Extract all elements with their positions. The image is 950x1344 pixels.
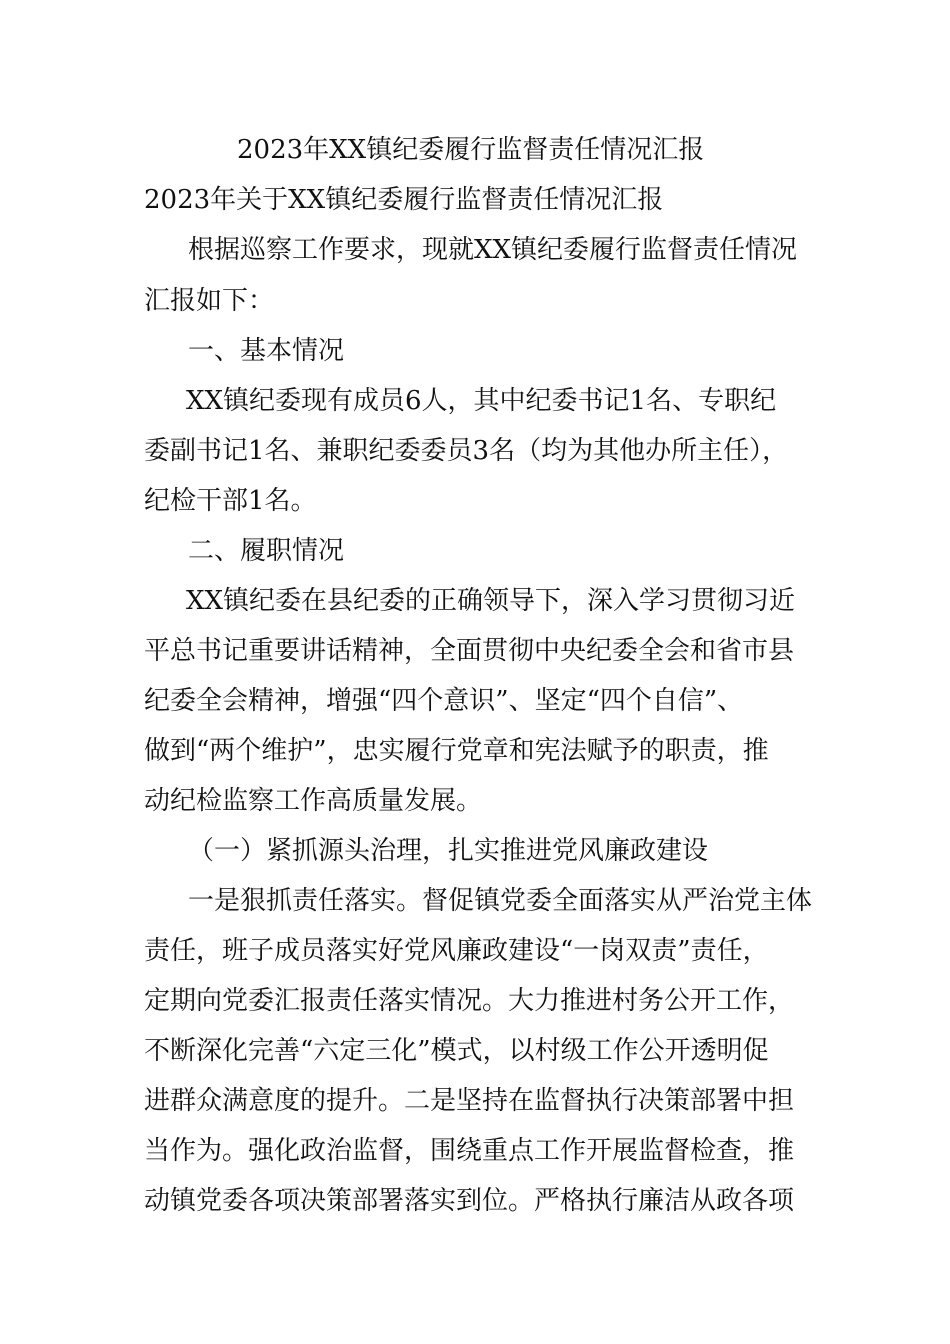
section-1-line-3: 纪检干部1名。	[144, 486, 317, 516]
document-subtitle: 2023年关于XX镇纪委履行监督责任情况汇报	[144, 185, 664, 215]
subsection-1-line-5: 进群众满意度的提升。二是坚持在监督执行决策部署中担	[144, 1086, 795, 1116]
section-2-line-1: XX镇纪委在县纪委的正确领导下，深入学习贯彻习近	[186, 586, 796, 616]
intro-line-1: 根据巡察工作要求，现就XX镇纪委履行监督责任情况	[188, 235, 798, 265]
section-1-line-1: XX镇纪委现有成员6人，其中纪委书记1名、专职纪	[186, 386, 777, 416]
subsection-1-line-3: 定期向党委汇报责任落实情况。大力推进村务公开工作，	[144, 986, 795, 1016]
section-2-heading: 二、履职情况	[188, 536, 345, 566]
subsection-1-line-7: 动镇党委各项决策部署落实到位。严格执行廉洁从政各项	[144, 1186, 795, 1216]
section-2-line-3: 纪委全会精神，增强“四个意识”、坚定“四个自信”、	[144, 686, 744, 716]
subsection-1-heading: （一）紧抓源头治理，扎实推进党风廉政建设	[188, 836, 709, 866]
subsection-1-line-4: 不断深化完善“六定三化”模式，以村级工作公开透明促	[144, 1036, 769, 1066]
subsection-1-line-2: 责任，班子成员落实好党风廉政建设“一岗双责”责任，	[144, 936, 769, 966]
subsection-1-line-1: 一是狠抓责任落实。督促镇党委全面落实从严治党主体	[188, 886, 813, 916]
section-2-line-4: 做到“两个维护”，忠实履行党章和宪法赋予的职责，推	[144, 736, 769, 766]
section-2-line-2: 平总书记重要讲话精神，全面贯彻中央纪委全会和省市县	[144, 636, 795, 666]
intro-line-2: 汇报如下：	[144, 286, 275, 316]
section-1-heading: 一、基本情况	[188, 336, 345, 366]
section-2-line-5: 动纪检监察工作高质量发展。	[144, 786, 483, 816]
document-title: 2023年XX镇纪委履行监督责任情况汇报	[237, 135, 705, 165]
subsection-1-line-6: 当作为。强化政治监督，围绕重点工作开展监督检查，推	[144, 1136, 795, 1166]
section-1-line-2: 委副书记1名、兼职纪委委员3名（均为其他办所主任），	[144, 436, 789, 466]
